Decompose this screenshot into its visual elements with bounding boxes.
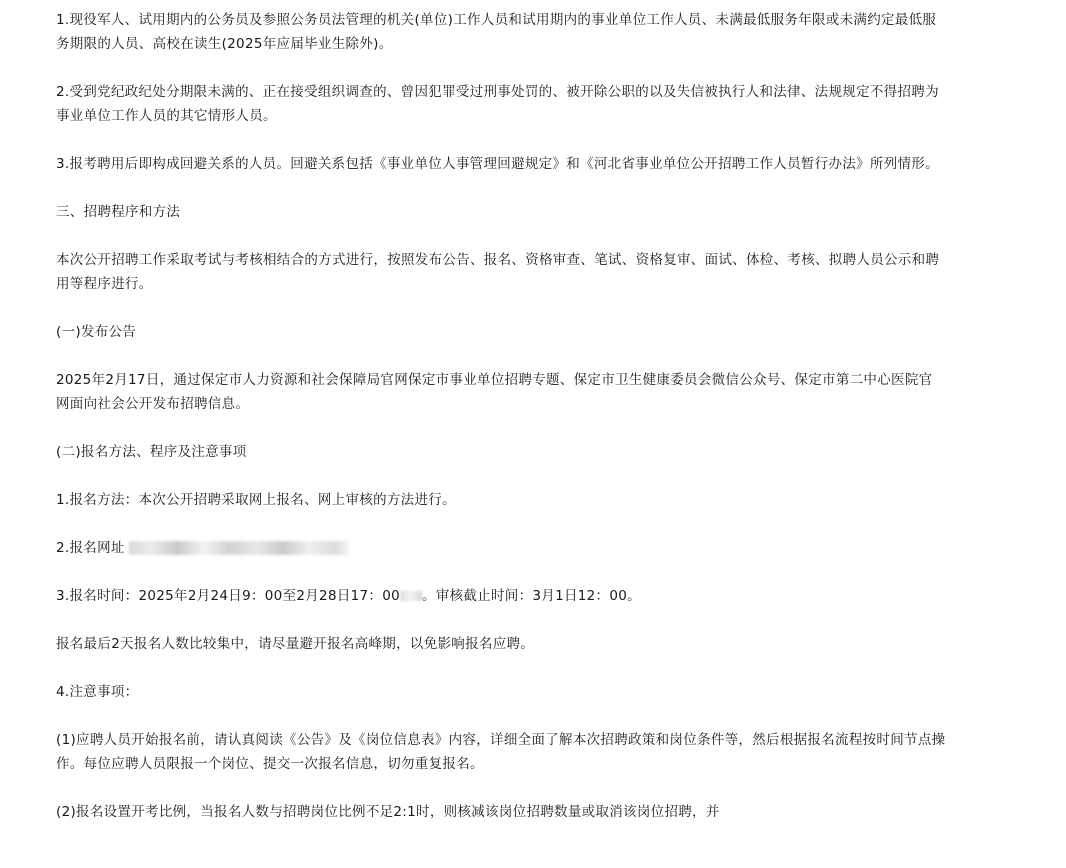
paragraph-ineligible-3: 3.报考聘用后即构成回避关系的人员。回避关系包括《事业单位人事管理回避规定》和《河北省事业单位公开招聘工作人员暂行办法》所列情形。 [56,156,939,172]
registration-time-text: 3.报名时间：2025年2月24日9：00至2月28日17：00 [56,588,400,604]
paragraph-peak-warning: 报名最后2天报名人数比较集中，请尽量避开报名高峰期，以免影响报名应聘。 [56,636,535,652]
paragraph-registration-method: 1.报名方法：本次公开招聘采取网上报名、网上审核的方法进行。 [56,492,456,508]
paragraph-ineligible-2: 2.受到党纪政纪处分期限未满的、正在接受组织调查的、曾因犯罪受过刑事处罚的、被开除公职的以及失信被执行人和法律、法规规定不得招聘为事业单位工作人员的其它情形人员。 [56,84,939,124]
paragraph-announcement-date: 2025年2月17日，通过保定市人力资源和社会保障局官网保定市事业单位招聘专题、保定市卫生健康委员会微信公众号、保定市第二中心医院官网面向社会公开发布招聘信息。 [56,372,933,412]
paragraph-registration-time [56,584,946,608]
review-deadline-text: 。审核截止时间：3月1日12：00。 [422,588,641,604]
document-body [56,8,946,848]
paragraph-registration-url [56,536,946,560]
subsection-heading-registration: (二)报名方法、程序及注意事项 [56,444,247,460]
section-heading-recruitment-procedure: 三、招聘程序和方法 [56,204,181,220]
subsection-heading-announcement: (一)发布公告 [56,324,137,340]
paragraph-ineligible-1: 1.现役军人、试用期内的公务员及参照公务员法管理的机关(单位)工作人员和试用期内的事业单位工作人员、未满最低服务年限或未满约定最低服务期限的人员、高校在读生(2025年应届毕业生除外)。 [56,12,937,52]
paragraph-notes-heading: 4.注意事项： [56,684,139,700]
redacted-url [129,541,349,555]
registration-url-label: 2.报名网址 [56,540,125,556]
paragraph-procedure-overview: 本次公开招聘工作采取考试与考核相结合的方式进行，按照发布公告、报名、资格审查、笔试、资格复审、面试、体检、考核、拟聘人员公示和聘用等程序进行。 [56,252,940,292]
redacted-fragment [400,591,422,601]
paragraph-note-1: (1)应聘人员开始报名前，请认真阅读《公告》及《岗位信息表》内容，详细全面了解本次招聘政策和岗位条件等，然后根据报名流程按时间节点操作。每位应聘人员限报一个岗位、提交一次报名信息，切勿重复报名。 [56,732,946,772]
paragraph-note-2: (2)报名设置开考比例，当报名人数与招聘岗位比例不足2:1时，则核减该岗位招聘数量或取消该岗位招聘，并 [56,804,720,820]
